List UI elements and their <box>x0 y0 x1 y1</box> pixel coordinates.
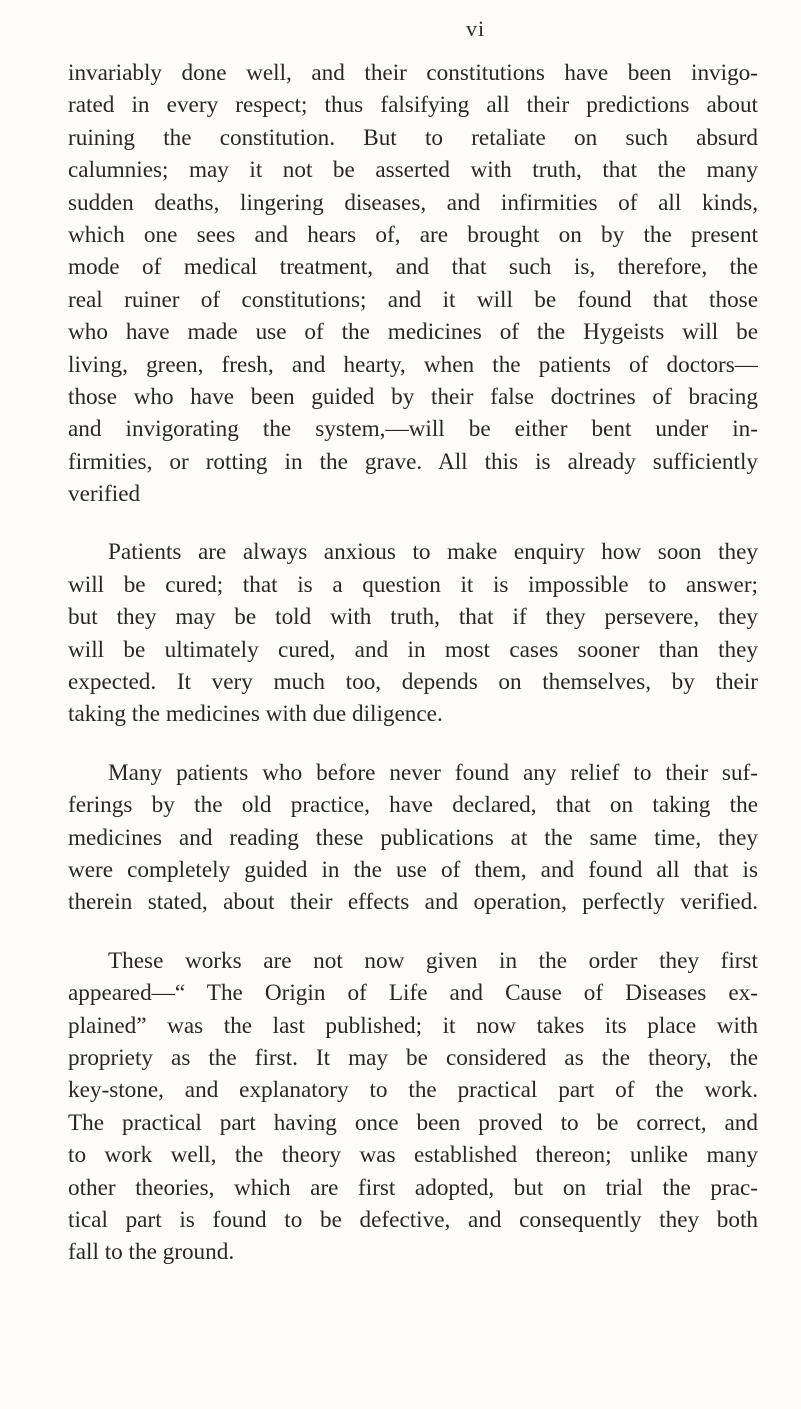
text-line: will be cured; that is a question it is impossible to answer; <box>68 571 758 598</box>
text-line: expected. It very much too, depends on themselves, by their <box>68 669 758 696</box>
text-line: and invigorating the system,—will be either bent under in- <box>68 416 758 443</box>
paragraph-3 <box>68 757 758 919</box>
text-line: Many patients who before never found any relief to their suf- <box>108 759 758 786</box>
text-line: to work well, the theory was established thereon; unlike many <box>68 1142 758 1169</box>
text-line: real ruiner of constitutions; and it will be found that those <box>68 286 758 313</box>
text-line: which one sees and hears of, are brought on by the present <box>68 221 758 248</box>
text-line: key-stone, and explanatory to the practical part of the work. <box>68 1077 758 1104</box>
text-line: plained” was the last published; it now takes its place with <box>68 1012 758 1039</box>
text-line: ruining the constitution. But to retaliate on such absurd <box>68 124 758 151</box>
text-line: invariably done well, and their constitutions have been invigo- <box>68 60 758 86</box>
text-line: medicines and reading these publications at the same time, they <box>68 824 758 851</box>
text-line: These works are not now given in the order they first <box>108 947 758 974</box>
text-line: tical part is found to be defective, and consequently they both <box>68 1206 758 1233</box>
text-line: other theories, which are first adopted, but on trial the prac- <box>68 1174 758 1201</box>
paragraph-1 <box>68 57 758 510</box>
text-line: calumnies; may it not be asserted with truth, that the many <box>68 157 758 184</box>
text-line: rated in every respect; thus falsifying all their predictions about <box>68 92 758 119</box>
page-number: vi <box>465 16 486 41</box>
text-line: The practical part having once been proved to be correct, and <box>68 1109 758 1136</box>
text-line: were completely guided in the use of them, and found all that is <box>68 856 758 883</box>
text-line: ferings by the old practice, have declared, that on taking the <box>68 792 758 819</box>
text-line: therein stated, about their effects and operation, perfectly verified. <box>68 889 758 916</box>
text-line: taking the medicines with due diligence. <box>68 701 443 728</box>
text-line: mode of medical treatment, and that such is, therefore, the <box>68 254 758 281</box>
text-line: who have made use of the medicines of the Hygeists will be <box>68 319 758 346</box>
text-line: fall to the ground. <box>68 1239 235 1266</box>
body-text <box>68 57 758 1269</box>
text-line: those who have been guided by their false doctrines of bracing <box>68 383 758 410</box>
text-line: Patients are always anxious to make enquiry how soon they <box>108 539 758 566</box>
paragraph-4 <box>68 945 758 1269</box>
text-line: appeared—“ The Origin of Life and Cause of Diseases ex- <box>68 980 758 1007</box>
text-line: living, green, fresh, and hearty, when the patients of doctors— <box>68 351 758 378</box>
text-line: verified <box>68 481 141 508</box>
paragraph-2 <box>68 536 758 730</box>
text-line: sudden deaths, lingering diseases, and infirmities of all kinds, <box>68 189 758 216</box>
text-line: will be ultimately cured, and in most cases sooner than they <box>68 636 758 663</box>
text-line: but they may be told with truth, that if they persevere, they <box>68 604 758 631</box>
text-line: firmities, or rotting in the grave. All this is already sufficiently <box>68 448 758 475</box>
text-line: propriety as the first. It may be considered as the theory, the <box>68 1044 758 1071</box>
